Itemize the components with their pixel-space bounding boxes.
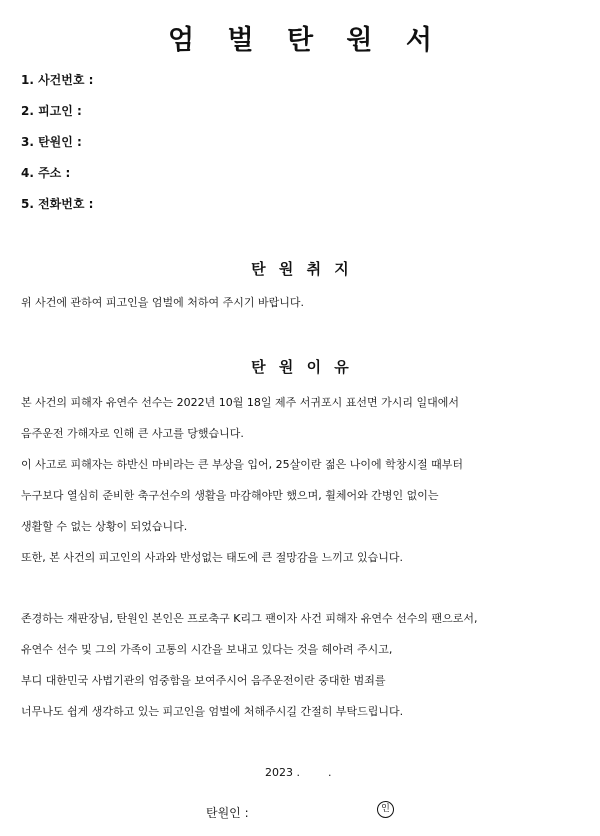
- defendant-field: 2. 피고인 :: [21, 104, 82, 118]
- petitioner-field: 3. 탄원인 :: [21, 135, 82, 149]
- document-title: 엄 벌 탄 원 서: [167, 25, 444, 56]
- reason-paragraph-1: [21, 395, 591, 581]
- reason-paragraph-2: [21, 611, 591, 735]
- info-fields: [21, 72, 581, 227]
- reason-line: 존경하는 재판장님, 탄원인 본인은 프로축구 K리그 팬이자 사건 피해자 유연수 선수의 팬으로서,: [21, 612, 478, 625]
- reason-line: 누구보다 열심히 준비한 축구선수의 생활을 마감해야만 했으며, 휠체어와 간병인 없이는: [21, 489, 439, 502]
- phone-field: 5. 전화번호 :: [21, 197, 94, 211]
- reason-line: 유연수 선수 및 그의 가족이 고통의 시간을 보내고 있다는 것을 헤아려 주시고,: [21, 643, 393, 656]
- reason-heading: 탄 원 이 유: [251, 358, 353, 376]
- seal-icon: 인: [377, 801, 394, 818]
- reason-line: 또한, 본 사건의 피고인의 사과와 반성없는 태도에 큰 절망감을 느끼고 있습니다.: [21, 551, 403, 564]
- signer-label: 탄원인 :: [206, 806, 249, 820]
- case-number-field: 1. 사건번호 :: [21, 73, 94, 87]
- reason-line: 이 사고로 피해자는 하반신 마비라는 큰 부상을 입어, 25살이란 젊은 나이에 학창시절 때부터: [21, 458, 463, 471]
- reason-line: 본 사건의 피해자 유연수 선수는 2022년 10월 18일 제주 서귀포시 표선면 가시리 일대에서: [21, 396, 459, 409]
- reason-line: 음주운전 가해자로 인해 큰 사고를 당했습니다.: [21, 427, 244, 440]
- purpose-text: 위 사건에 관하여 피고인을 엄벌에 처하여 주시기 바랍니다.: [21, 296, 304, 309]
- reason-line: 생활할 수 없는 상황이 되었습니다.: [21, 520, 188, 533]
- address-field: 4. 주소 :: [21, 166, 71, 180]
- purpose-heading: 탄 원 취 지: [251, 260, 353, 278]
- date-line: 2023 . .: [265, 766, 332, 779]
- reason-line: 부디 대한민국 사법기관의 엄중함을 보여주시어 음주운전이란 중대한 범죄를: [21, 674, 386, 687]
- reason-line: 너무나도 쉽게 생각하고 있는 피고인을 엄벌에 처해주시길 간절히 부탁드립니다.: [21, 705, 404, 718]
